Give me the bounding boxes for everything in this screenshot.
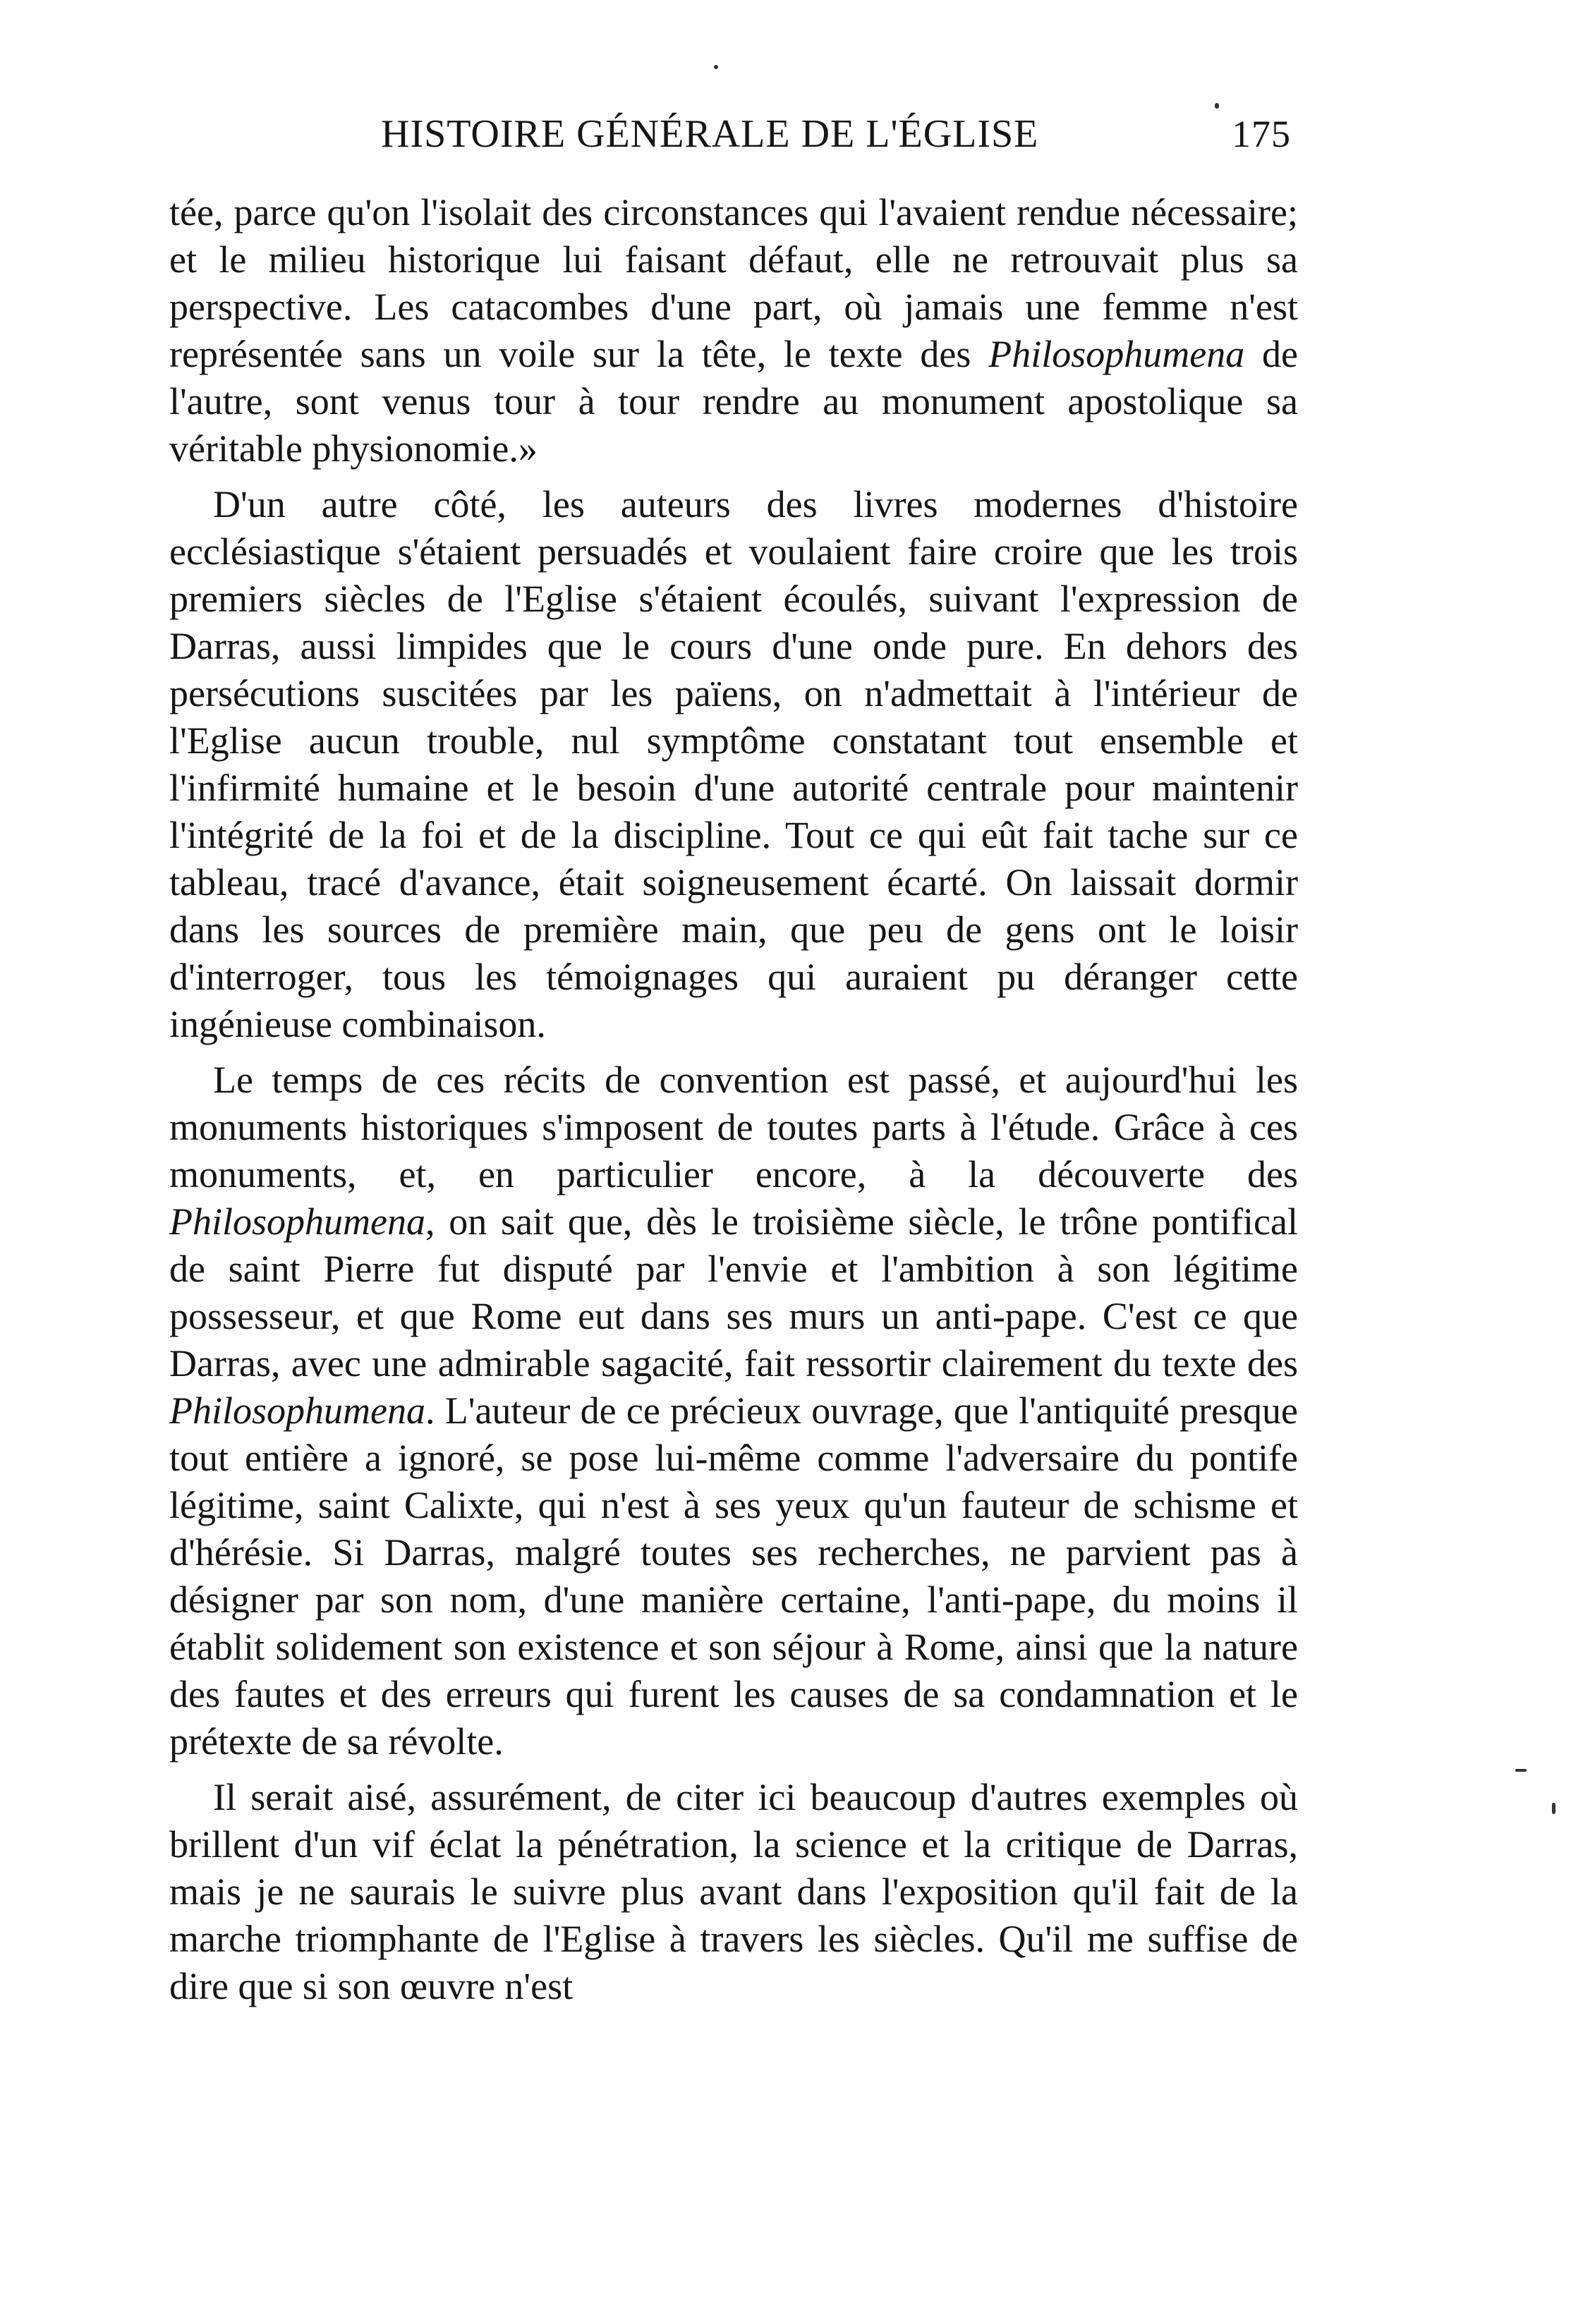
running-head-title: HISTOIRE GÉNÉRALE DE L'ÉGLISE (381, 112, 1039, 156)
paragraph-3 (169, 1057, 1298, 1765)
running-head (381, 106, 1291, 162)
text-run: de l'autre, sont venus tour à tour rendre au monument apostolique sa véritable physionomie.» (169, 333, 1298, 470)
body-text (169, 189, 1298, 2019)
ink-speck (1215, 103, 1219, 109)
text-run: Il serait aisé, assurément, de citer ici beaucoup d'autres exemples où brillent d'un vif éclat la pénétration, la science et la critique de Darras, mais je ne saurais le suivre plus avant dans l'exposition qu'il fait de la marche triomphante de l'Eglise à travers les siècles. Qu'il me suffise de dire que si son œuvre n'est (169, 1776, 1298, 2007)
text-run: , on sait que, dès le troisième siècle, le trône pontifical de saint Pierre fut disputé par l'envie et l'ambition à son légitime possesseur, et que Rome eut dans ses murs un anti-pape. C'est ce que Darras, avec une admirable sagacité, fait ressortir clairement du texte des (169, 1200, 1298, 1385)
ink-speck (1515, 1769, 1527, 1772)
paragraph-4 (169, 1774, 1298, 2010)
paragraph-1 (169, 189, 1298, 473)
text-run: D'un autre côté, les auteurs des livres modernes d'histoire ecclésiastique s'étaient persuadés et voulaient faire croire que les trois premiers siècles de l'Eglise s'étaient écoulés, suivant l'expression de Darras, aussi limpides que le cours d'une onde pure. En dehors des persécutions suscitées par les païens, on n'admettait à l'intérieur de l'Eglise aucun trouble, nul symptôme constatant tout ensemble et l'infirmité humaine et le besoin d'une autorité centrale pour maintenir l'intégrité de la foi et de la discipline. Tout ce qui eût fait tache sur ce tableau, tracé d'avance, était soigneusement écarté. On laissait dormir dans les sources de première main, que peu de gens ont le loisir d'interroger, tous les témoignages qui auraient pu déranger cette ingénieuse combinaison. (169, 483, 1298, 1045)
italic-title: Philosophumena (988, 333, 1245, 375)
paragraph-2 (169, 481, 1298, 1048)
text-run: tée, parce qu'on l'isolait des circonstances qui l'avaient rendue nécessaire; et le milieu historique lui faisant défaut, elle ne retrouvait plus sa perspective. Les catacombes d'une part, où jamais une femme n'est représentée sans un voile sur la tête, le texte des (169, 191, 1298, 375)
text-run: . L'auteur de ce précieux ouvrage, que l'antiquité presque tout entière a ignoré, se pose lui-même comme l'adversaire du pontife légitime, saint Calixte, qui n'est à ses yeux qu'un fauteur de schisme et d'hérésie. Si Darras, malgré toutes ses recherches, ne parvient pas à désigner par son nom, d'une manière certaine, l'anti-pape, du moins il établit solidement son existence et son séjour à Rome, ainsi que la nature des fautes et des erreurs qui furent les causes de sa condamnation et le prétexte de sa révolte. (169, 1389, 1298, 1763)
italic-title: Philosophumena (169, 1200, 425, 1243)
italic-title: Philosophumena (169, 1389, 425, 1432)
text-run: Le temps de ces récits de convention est passé, et aujourd'hui les monuments historiques s'imposent de toutes parts à l'étude. Grâce à ces monuments, et, en particulier encore, à la découverte des (169, 1059, 1298, 1196)
ink-speck (714, 65, 718, 69)
page-number: 175 (1232, 113, 1291, 155)
ink-speck (1552, 1803, 1555, 1814)
